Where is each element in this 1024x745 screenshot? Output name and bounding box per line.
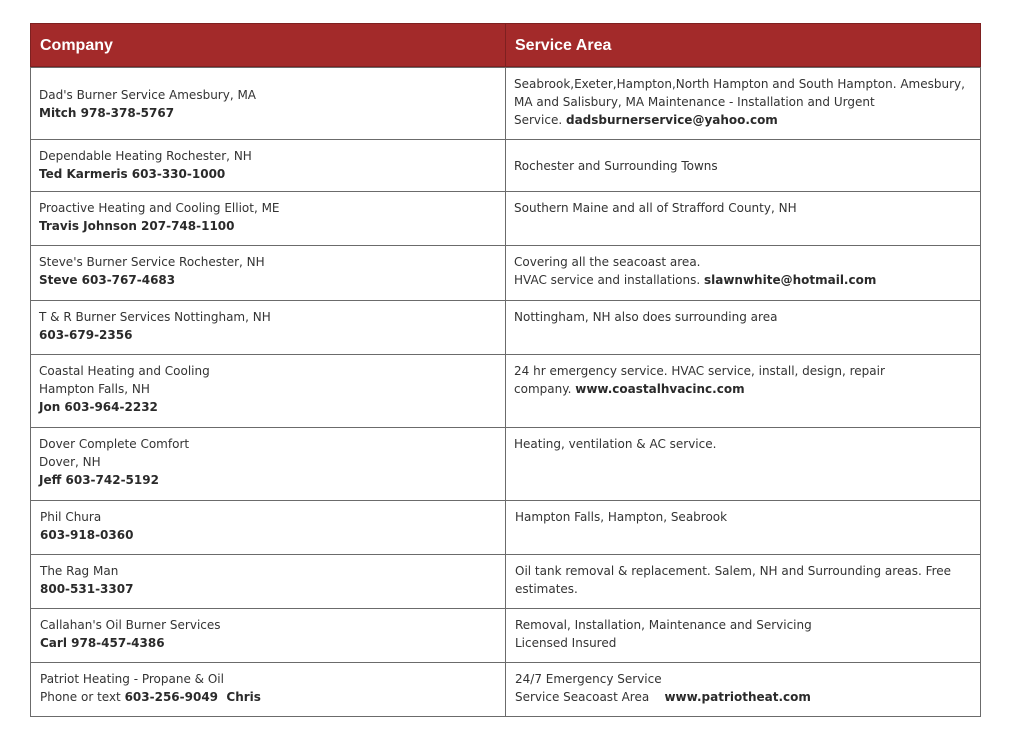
service-text: Removal, Installation, Maintenance and Servicing bbox=[515, 618, 812, 632]
company-name: The Rag Man bbox=[40, 564, 119, 578]
company-name: Dover Complete Comfort bbox=[39, 437, 190, 451]
service-text: Rochester and Surrounding Towns bbox=[514, 159, 718, 173]
service-text: HVAC service and installations. bbox=[514, 273, 704, 287]
service-text-line bbox=[515, 688, 972, 706]
company-contact: Steve 603-767-4683 bbox=[39, 273, 176, 287]
service-directory-table bbox=[30, 23, 981, 717]
company-name: Dad's Burner Service Amesbury, MA bbox=[39, 87, 257, 102]
company-location: Dover, NH bbox=[39, 455, 101, 469]
company-contact: 603-918-0360 bbox=[40, 528, 134, 542]
company-name: T & R Burner Services Nottingham, NH bbox=[39, 310, 271, 324]
service-area-cell bbox=[506, 140, 980, 191]
service-text: Licensed Insured bbox=[515, 636, 617, 650]
website-link[interactable]: www.coastalhvacinc.com bbox=[575, 382, 745, 396]
company-cell bbox=[31, 355, 506, 427]
table-row bbox=[30, 301, 981, 355]
service-text: Hampton Falls, Hampton, Seabrook bbox=[515, 510, 728, 524]
company-contact: Jeff 603-742-5192 bbox=[39, 473, 159, 487]
service-text: Service. bbox=[514, 113, 566, 127]
service-text-line bbox=[514, 380, 972, 398]
company-cell bbox=[31, 428, 506, 500]
service-area-cell bbox=[506, 355, 980, 427]
service-area-column-header: Service Area bbox=[515, 37, 612, 54]
service-area-cell bbox=[506, 555, 980, 608]
service-text: Service Seacoast Area bbox=[515, 690, 665, 704]
company-cell bbox=[31, 246, 506, 300]
company-cell bbox=[31, 68, 506, 139]
table-row bbox=[30, 428, 981, 501]
email-link[interactable]: slawnwhite@hotmail.com bbox=[703, 273, 877, 287]
company-cell bbox=[31, 663, 506, 716]
company-name: Phil Chura bbox=[40, 510, 102, 524]
table-row bbox=[30, 355, 981, 428]
service-text: 24/7 Emergency Service bbox=[515, 672, 662, 686]
company-location: Hampton Falls, NH bbox=[39, 382, 150, 396]
company-cell bbox=[31, 501, 506, 554]
service-text: Covering all the seacoast area. bbox=[514, 255, 701, 269]
service-text: Southern Maine and all of Strafford County, NH bbox=[514, 201, 797, 215]
company-cell bbox=[31, 140, 506, 191]
company-contact: Travis Johnson 207-748-1100 bbox=[39, 219, 235, 233]
company-cell bbox=[31, 609, 506, 662]
service-area-cell bbox=[506, 68, 980, 139]
service-area-cell bbox=[506, 192, 980, 245]
service-area-cell bbox=[506, 246, 980, 300]
service-text: estimates. bbox=[515, 582, 578, 596]
company-contact: 800-531-3307 bbox=[40, 582, 134, 596]
table-row bbox=[30, 192, 981, 246]
company-contact: Carl 978-457-4386 bbox=[40, 636, 165, 650]
service-area-cell bbox=[506, 428, 980, 500]
table-row bbox=[30, 555, 981, 609]
contact-prefix: Phone or text bbox=[40, 690, 125, 704]
service-text: MA and Salisbury, MA Maintenance - Installation and Urgent bbox=[514, 95, 875, 109]
service-area-cell bbox=[506, 663, 980, 716]
table-row bbox=[30, 140, 981, 192]
website-link[interactable]: www.patriotheat.com bbox=[664, 690, 811, 704]
table-header bbox=[30, 23, 981, 67]
table-row bbox=[30, 501, 981, 555]
company-name: Patriot Heating - Propane & Oil bbox=[40, 672, 224, 686]
company-contact: Jon 603-964-2232 bbox=[39, 400, 158, 414]
service-text: Nottingham, NH also does surrounding area bbox=[514, 310, 778, 324]
service-area-cell bbox=[506, 609, 980, 662]
company-cell bbox=[31, 192, 506, 245]
email-link[interactable]: dadsburnerservice@yahoo.com bbox=[565, 113, 778, 127]
company-contact: Ted Karmeris 603-330-1000 bbox=[39, 167, 226, 181]
company-name: Steve's Burner Service Rochester, NH bbox=[39, 255, 265, 269]
company-name: Callahan's Oil Burner Services bbox=[40, 618, 221, 632]
company-contact: Mitch 978-378-5767 bbox=[39, 105, 175, 120]
company-contact-line bbox=[40, 688, 497, 706]
service-text: Oil tank removal & replacement. Salem, NH and Surrounding areas. Free bbox=[515, 564, 952, 578]
company-name: Proactive Heating and Cooling Elliot, ME bbox=[39, 201, 280, 215]
service-area-cell bbox=[506, 301, 980, 354]
service-area-cell bbox=[506, 501, 980, 554]
company-name: Dependable Heating Rochester, NH bbox=[39, 149, 252, 163]
table-row bbox=[30, 246, 981, 301]
service-text: 24 hr emergency service. HVAC service, install, design, repair bbox=[514, 364, 885, 378]
company-contact: 603-256-9049 Chris bbox=[124, 690, 261, 704]
company-name: Coastal Heating and Cooling bbox=[39, 364, 210, 378]
service-text: Heating, ventilation & AC service. bbox=[514, 437, 717, 451]
company-column-header: Company bbox=[31, 24, 506, 66]
company-cell bbox=[31, 555, 506, 608]
service-text: company. bbox=[514, 382, 576, 396]
company-contact: 603-679-2356 bbox=[39, 328, 133, 342]
service-text-line bbox=[514, 271, 972, 289]
service-text-line bbox=[514, 111, 972, 129]
service-text: Seabrook,Exeter,Hampton,North Hampton and South Hampton. Amesbury, bbox=[514, 77, 965, 91]
company-cell bbox=[31, 301, 506, 354]
table-row bbox=[30, 609, 981, 663]
table-row bbox=[30, 663, 981, 717]
table-row bbox=[30, 67, 981, 140]
